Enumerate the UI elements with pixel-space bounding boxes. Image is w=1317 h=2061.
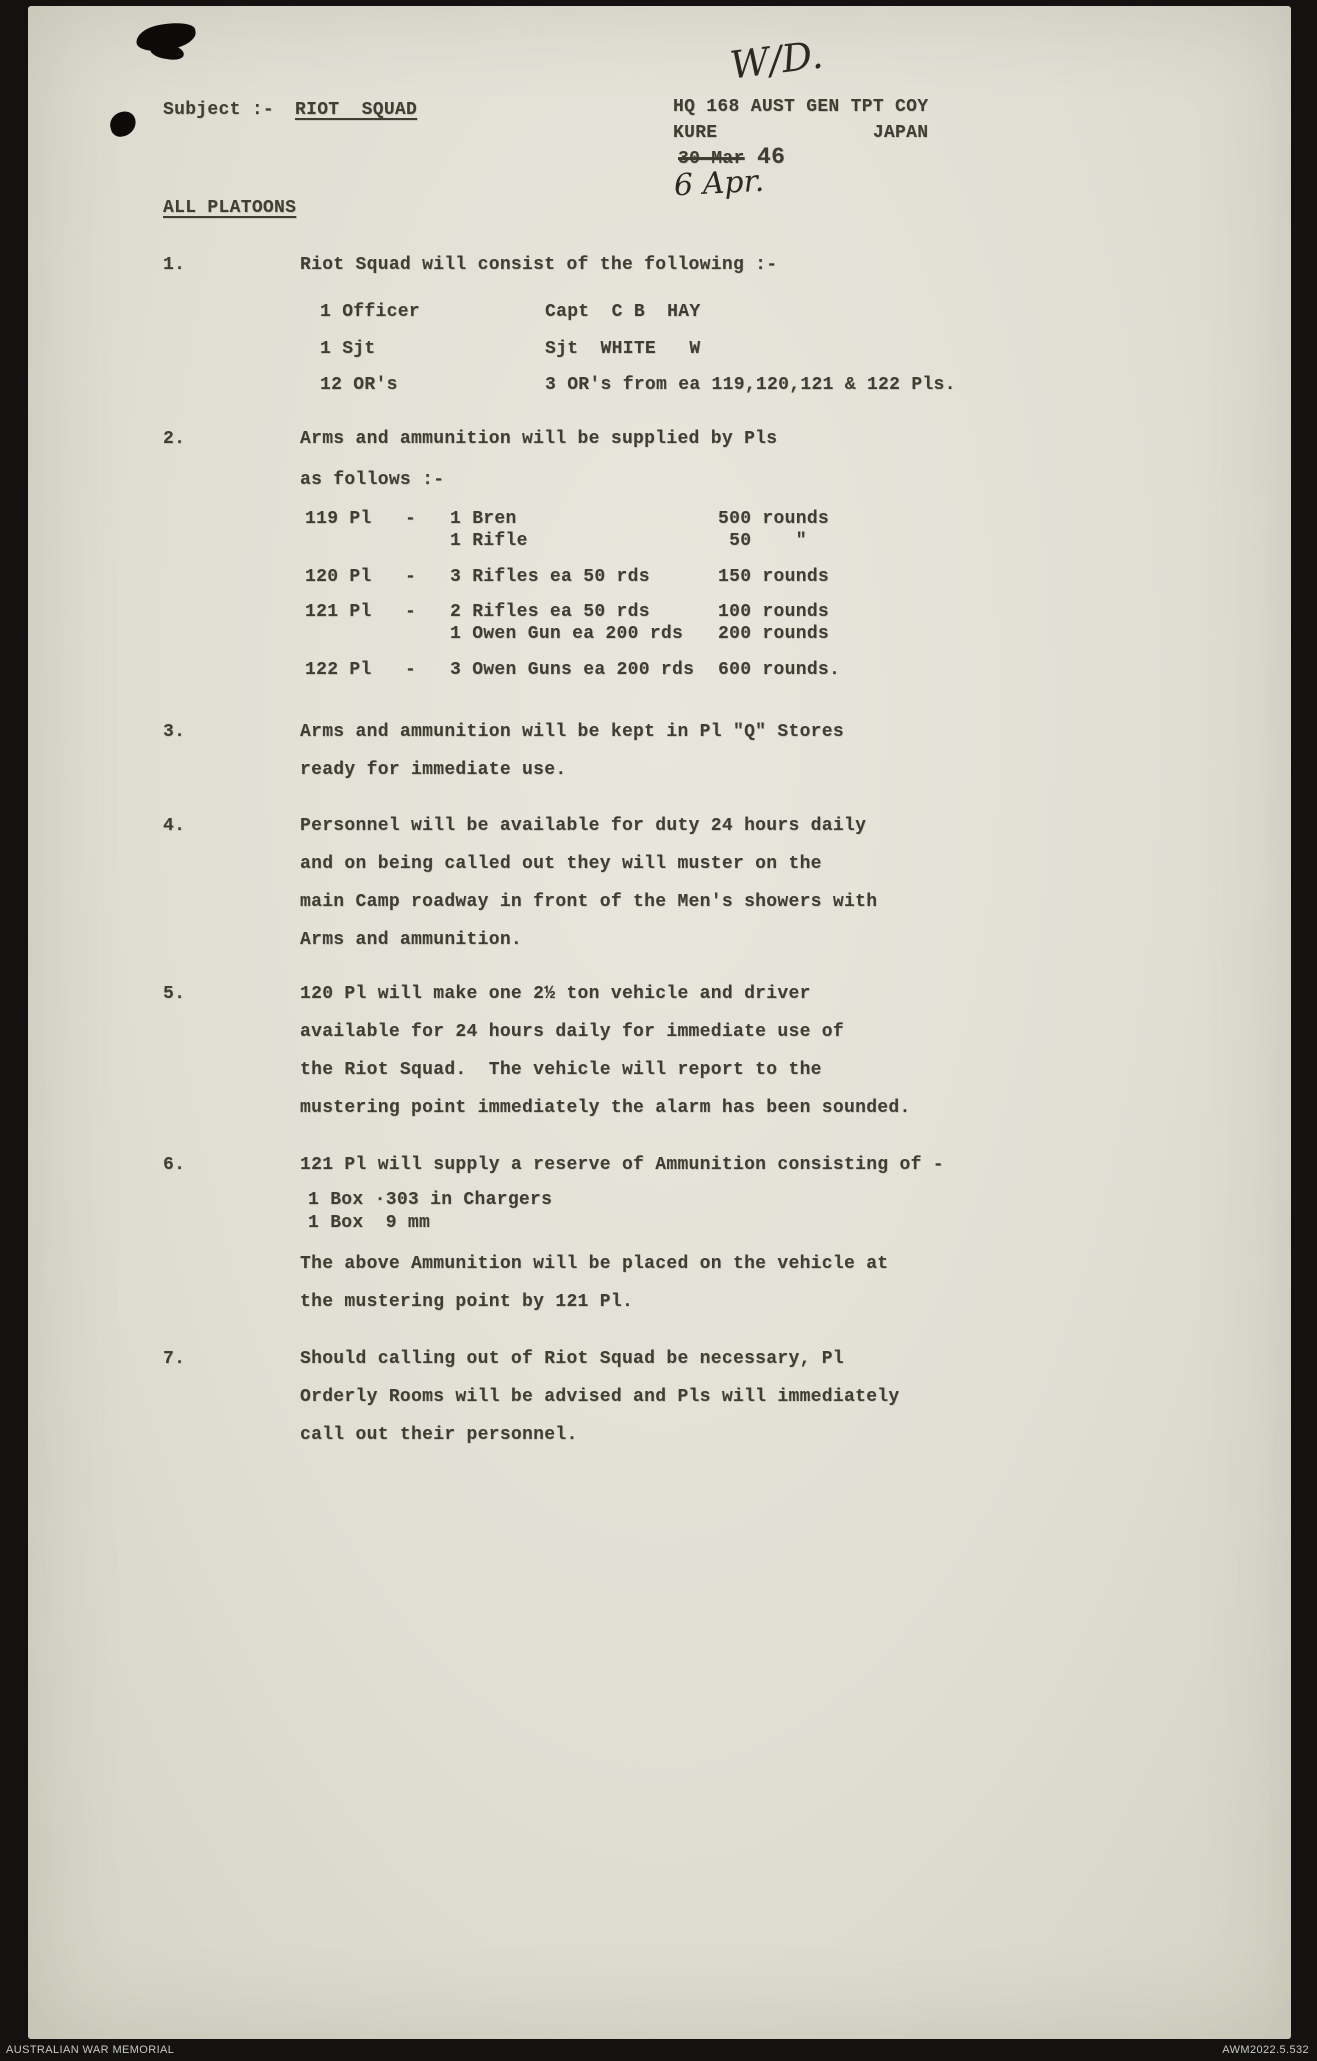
item-5-line: 120 Pl will make one 2½ ton vehicle and driver [300,984,811,1004]
item-1-number: 1. [163,255,186,275]
item-6-box-line: 1 Box 9 mm [308,1213,431,1233]
handwritten-date: 6 Apr. [673,163,765,204]
platoon-cell: 120 Pl [305,567,372,587]
item-6-box-line: 1 Box ·303 in Chargers [308,1190,553,1210]
item-2-intro: as follows :- [300,470,445,490]
subject-value: RIOT SQUAD [295,100,418,120]
item-7-line: call out their personnel. [300,1425,578,1445]
item-5-line: the Riot Squad. The vehicle will report to the [300,1060,822,1080]
item-1-intro: Riot Squad will consist of the following :- [300,255,778,275]
arms-cell: 3 Owen Guns ea 200 rds [450,660,695,680]
rounds-cell: 500 rounds [718,509,830,529]
platoon-cell: 122 Pl [305,660,372,680]
item-3-number: 3. [163,722,186,742]
platoon-cell: 121 Pl [305,602,372,622]
item-1-row-left: 1 Sjt [320,339,376,359]
item-7-line: Orderly Rooms will be advised and Pls will immediately [300,1387,900,1407]
item-3-line: ready for immediate use. [300,760,567,780]
archive-reference-number: AWM2022.5.532 [1222,2044,1309,2056]
handwritten-wd-annotation: W/D. [727,32,826,88]
item-6-number: 6. [163,1155,186,1175]
item-2-intro: Arms and ammunition will be supplied by Pls [300,429,778,449]
subject-label: Subject :- [163,100,275,120]
item-7-line: Should calling out of Riot Squad be necessary, Pl [300,1349,844,1369]
dash-cell: - [405,660,417,680]
rounds-cell: 200 rounds [718,624,830,644]
rounds-cell: 50 " [718,531,807,551]
dash-cell: - [405,567,417,587]
item-4-number: 4. [163,816,186,836]
location-line: KURE JAPAN [673,123,929,143]
date-year: 46 [757,144,786,170]
rounds-cell: 600 rounds. [718,660,841,680]
item-5-line: available for 24 hours daily for immediate use of [300,1022,844,1042]
item-5-number: 5. [163,984,186,1004]
item-1-row-left: 12 OR's [320,375,398,395]
item-1-row-left: 1 Officer [320,302,420,322]
item-5-line: mustering point immediately the alarm has been sounded. [300,1098,911,1118]
section-heading: ALL PLATOONS [163,198,297,218]
item-4-line: Arms and ammunition. [300,930,523,950]
dash-cell: - [405,602,417,622]
dash-cell: - [405,509,417,529]
item-4-line: and on being called out they will muster on the [300,854,822,874]
item-6-line: the mustering point by 121 Pl. [300,1292,634,1312]
item-2-number: 2. [163,429,186,449]
item-1-row-right: 3 OR's from ea 119,120,121 & 122 Pls. [545,375,956,395]
item-3-line: Arms and ammunition will be kept in Pl "Q" Stores [300,722,844,742]
item-4-line: Personnel will be available for duty 24 hours daily [300,816,867,836]
item-6-intro: 121 Pl will supply a reserve of Ammunition consisting of - [300,1155,944,1175]
unit-line: HQ 168 AUST GEN TPT COY [673,97,929,117]
platoon-cell: 119 Pl [305,509,372,529]
rounds-cell: 150 rounds [718,567,830,587]
item-7-number: 7. [163,1349,186,1369]
archive-source-label: AUSTRALIAN WAR MEMORIAL [6,2044,175,2056]
item-6-line: The above Ammunition will be placed on the vehicle at [300,1254,889,1274]
item-1-row-right: Sjt WHITE W [545,339,701,359]
arms-cell: 1 Bren [450,509,517,529]
arms-cell: 2 Rifles ea 50 rds [450,602,650,622]
item-4-line: main Camp roadway in front of the Men's showers with [300,892,878,912]
arms-cell: 1 Owen Gun ea 200 rds [450,624,684,644]
rounds-cell: 100 rounds [718,602,830,622]
struck-date: 30 Mar [678,149,745,169]
arms-cell: 1 Rifle [450,531,528,551]
item-1-row-right: Capt C B HAY [545,302,701,322]
arms-cell: 3 Rifles ea 50 rds [450,567,650,587]
